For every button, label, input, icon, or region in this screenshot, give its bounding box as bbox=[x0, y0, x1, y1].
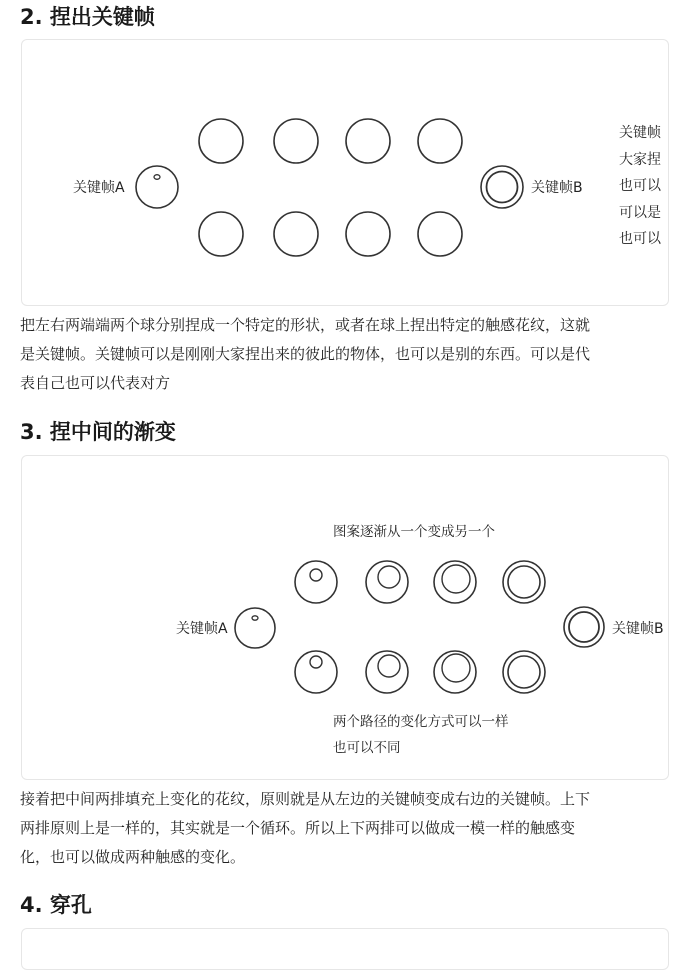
gradient-diagram bbox=[22, 456, 668, 779]
keyframe-a-dot bbox=[154, 175, 160, 180]
section-heading-gradient: 3. 捏中间的渐变 bbox=[20, 420, 176, 444]
ball-bottom-4 bbox=[418, 212, 462, 256]
ball-top-2 bbox=[274, 119, 318, 163]
paragraph-line: 化，也可以做成两种触感的变化。 bbox=[20, 848, 246, 866]
paragraph-line: 表自己也可以代表对方 bbox=[20, 374, 171, 392]
perforation-figure bbox=[21, 928, 669, 970]
ball-top-3 bbox=[346, 119, 390, 163]
ball-bottom-3 bbox=[346, 212, 390, 256]
gradient-paragraph bbox=[20, 785, 670, 872]
side-note-5: 也可以 bbox=[619, 231, 661, 247]
ball-bottom-2 bbox=[274, 212, 318, 256]
keyframe-diagram bbox=[22, 40, 668, 305]
gradient-figure bbox=[21, 455, 669, 780]
keyframes-paragraph bbox=[20, 311, 670, 398]
paragraph-line: 把左右两端端两个球分别捏成一个特定的形状，或者在球上捏出特定的触感花纹，这就 bbox=[20, 316, 591, 334]
paragraph-line: 是关键帧。关键帧可以是刚刚大家捏出来的彼此的物体，也可以是别的东西。可以是代 bbox=[20, 345, 591, 363]
gradient-keyframe-b-ball bbox=[564, 607, 604, 647]
side-note-4: 可以是 bbox=[619, 204, 661, 221]
section-heading-keyframes: 2. 捏出关键帧 bbox=[20, 5, 155, 29]
keyframe-a-ball bbox=[136, 166, 178, 208]
gradient-keyframe-a-label: 关键帧A bbox=[176, 621, 228, 637]
section-heading-perforation: 4. 穿孔 bbox=[20, 893, 92, 917]
keyframe-b-label: 关键帧B bbox=[531, 180, 583, 196]
gradient-keyframe-a-ball bbox=[235, 608, 275, 648]
keyframe-figure bbox=[21, 39, 669, 306]
ball-top-1 bbox=[199, 119, 243, 163]
caption-bottom-line1: 两个路径的变化方式可以一样 bbox=[333, 714, 509, 730]
keyframe-a-label: 关键帧A bbox=[73, 180, 125, 196]
caption-bottom-line2: 也可以不同 bbox=[333, 740, 401, 756]
side-note-2: 大家捏 bbox=[619, 151, 661, 168]
side-notes bbox=[619, 120, 667, 255]
caption-top: 图案逐渐从一个变成另一个 bbox=[333, 524, 495, 540]
side-note-3: 也可以 bbox=[619, 178, 661, 194]
ball-top-4 bbox=[418, 119, 462, 163]
paragraph-line: 接着把中间两排填充上变化的花纹，原则就是从左边的关键帧变成右边的关键帧。上下 bbox=[20, 790, 591, 808]
keyframe-b-inner-ring bbox=[487, 172, 518, 203]
gradient-keyframe-b-label: 关键帧B bbox=[612, 621, 664, 637]
ball-bottom-1 bbox=[199, 212, 243, 256]
paragraph-line: 两排原则上是一样的，其实就是一个循环。所以上下两排可以做成一模一样的触感变 bbox=[20, 819, 576, 837]
side-note-1: 关键帧 bbox=[619, 125, 661, 141]
